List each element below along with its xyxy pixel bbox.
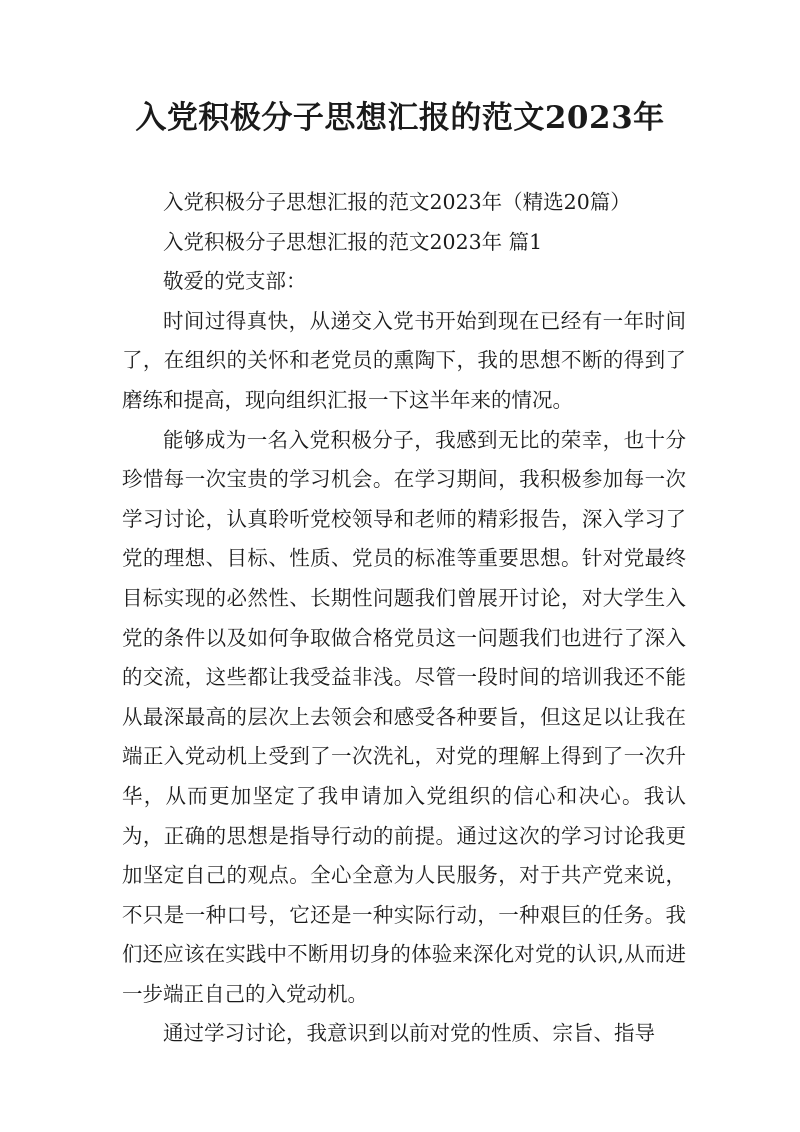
document-body <box>122 183 686 1054</box>
paragraph-3: 通过学习讨论，我意识到以前对党的性质、宗旨、指导 <box>163 1021 655 1046</box>
salutation: 敬爱的党支部： <box>163 269 307 294</box>
paragraph-1: 时间过得真快，从递交入党书开始到现在已经有一年时间了，在组织的关怀和老党员的熏陶下，我的思想不断的得到了磨练和提高，现向组织汇报一下这半年来的情况。 <box>122 308 686 412</box>
document-title: 入党积极分子思想汇报的范文2023年 <box>135 100 665 136</box>
paragraph-2: 能够成为一名入党积极分子，我感到无比的荣幸，也十分珍惜每一次宝贵的学习机会。在学习期间，我积极参加每一次学习讨论，认真聆听党校领导和老师的精彩报告，深入学习了党的理想、目标、性质、党员的标准等重要思想。针对党最终目标实现的必然性、长期性问题我们曾展开讨论，对大学生入党的条件以及如何争取做合格党员这一问题我们也进行了深入的交流，这些都让我受益非浅。尽管一段时间的培训我还不能从最深最高的层次上去领会和感受各种要旨，但这足以让我在端正入党动机上受到了一次洗礼，对党的理解上得到了一次升华，从而更加坚定了我申请加入党组织的信心和决心。我认为，正确的思想是指导行动的前提。通过这次的学习讨论我更加坚定自己的观点。全心全意为人民服务，对于共产党来说，不只是一种口号，它还是一种实际行动，一种艰巨的任务。我们还应该在实践中不断用切身的体验来深化对党的认识,从而进一步端正自己的入党动机。 <box>122 427 686 1006</box>
section-heading: 入党积极分子思想汇报的范文2023年 篇1 <box>163 229 543 254</box>
subtitle: 入党积极分子思想汇报的范文2023年（精选20篇） <box>163 190 631 214</box>
